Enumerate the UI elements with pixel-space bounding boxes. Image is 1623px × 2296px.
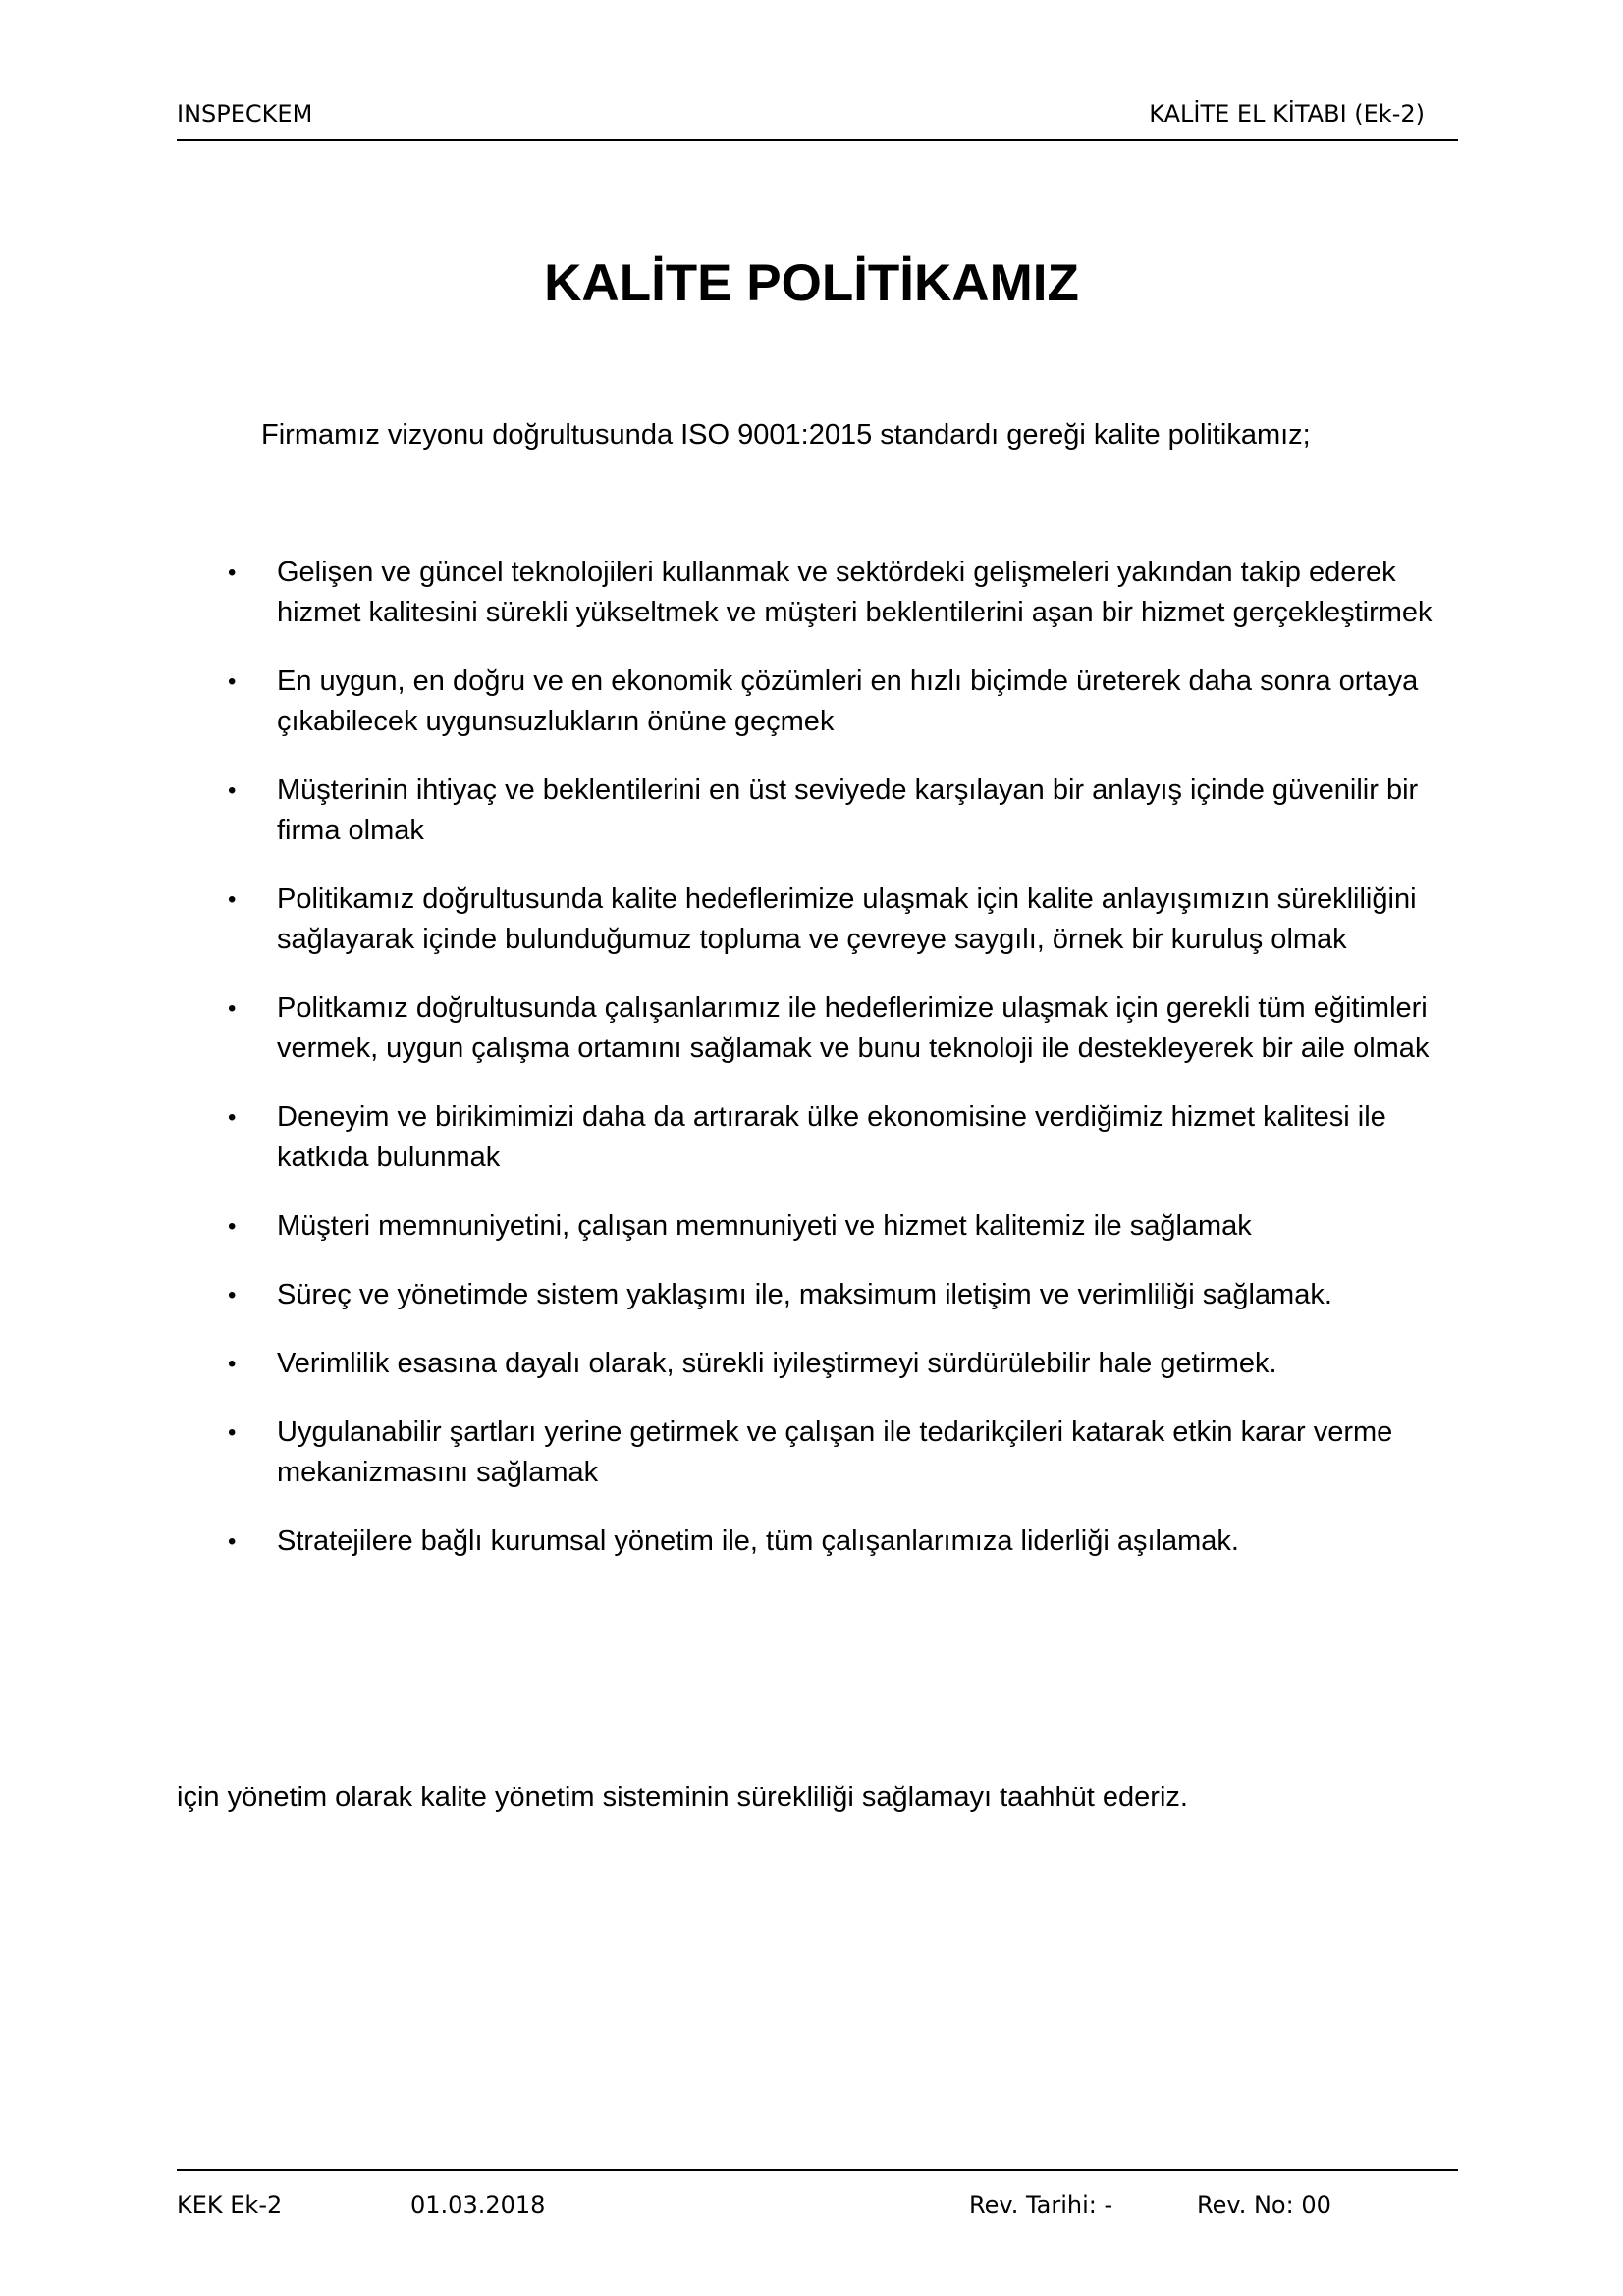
bullet-icon: •: [228, 995, 237, 1022]
footer-document-code: KEK Ek-2: [177, 2191, 283, 2218]
list-item: [226, 1522, 1473, 1562]
footer-date: 01.03.2018: [410, 2191, 546, 2218]
header-company: INSPECKEM: [177, 100, 313, 128]
list-item-text: Deneyim ve birikimimizi daha da artırarak ülke ekonomisine verdiğimiz hizmet kalitesi ile katkıda bulunmak: [277, 1101, 1386, 1173]
footer-revision-number: Rev. No: 00: [1197, 2191, 1331, 2218]
bullet-icon: •: [228, 560, 237, 586]
list-item-text: Uygulanabilir şartları yerine getirmek ve çalışan ile tedarikçileri katarak etkin karar verme mekanizmasını sağlamak: [277, 1416, 1393, 1488]
bullet-icon: •: [228, 668, 237, 695]
list-item: [226, 988, 1473, 1069]
list-item-text: Verimlilik esasına dayalı olarak, sürekli iyileştirmeyi sürdürülebilir hale getirmek.: [277, 1348, 1277, 1379]
page-header: [177, 98, 1458, 141]
list-item: [226, 553, 1473, 633]
list-item: [226, 662, 1473, 742]
bullet-icon: •: [228, 886, 237, 913]
list-item: [226, 1344, 1473, 1384]
list-item-text: Stratejilere bağlı kurumsal yönetim ile, tüm çalışanlarımıza liderliği aşılamak.: [277, 1525, 1239, 1557]
page-title: KALİTE POLİTİKAMIZ: [544, 254, 1079, 312]
header-document-title: KALİTE EL KİTABI (Ek-2): [1149, 100, 1425, 128]
list-item: [226, 771, 1473, 851]
bullet-icon: •: [228, 1104, 237, 1131]
list-item: [226, 1097, 1473, 1178]
list-item: [226, 1275, 1473, 1315]
closing-text: için yönetim olarak kalite yönetim sisteminin sürekliliği sağlamayı taahhüt ederiz.: [177, 1782, 1188, 1813]
list-item-text: Politikamız doğrultusunda kalite hedeflerimize ulaşmak için kalite anlayışımızın sürekliliğini sağlayarak içinde bulunduğumuz topluma ve çevreye saygılı, örnek bir kuruluş olmak: [277, 883, 1417, 955]
bullet-icon: •: [228, 1213, 237, 1240]
list-item-text: Müşterinin ihtiyaç ve beklentilerini en üst seviyede karşılayan bir anlayış içinde güvenilir bir firma olmak: [277, 774, 1419, 846]
footer-revision-date: Rev. Tarihi: -: [969, 2191, 1113, 2218]
bullet-icon: •: [228, 777, 237, 804]
list-item: [226, 1413, 1473, 1493]
list-item-text: Müşteri memnuniyetini, çalışan memnuniyeti ve hizmet kalitemiz ile sağlamak: [277, 1210, 1252, 1242]
bullet-icon: •: [228, 1419, 237, 1446]
page-footer: [177, 2169, 1458, 2220]
bullet-icon: •: [228, 1351, 237, 1377]
bullet-icon: •: [228, 1528, 237, 1555]
intro-text: Firmamız vizyonu doğrultusunda ISO 9001:2015 standardı gereği kalite politikamız;: [261, 419, 1311, 451]
bullet-icon: •: [228, 1282, 237, 1308]
list-item-text: Politkamız doğrultusunda çalışanlarımız ile hedeflerimize ulaşmak için gerekli tüm eğitimleri vermek, uygun çalışma ortamını sağlamak ve bunu teknoloji ile destekleyerek bir aile olmak: [277, 992, 1430, 1064]
list-item: [226, 1206, 1473, 1247]
list-item-text: Gelişen ve güncel teknolojileri kullanmak ve sektördeki gelişmeleri yakından takip ederek hizmet kalitesini sürekli yükseltmek ve müşteri beklentilerini aşan bir hizmet gerçekleştirmek: [277, 557, 1433, 628]
list-item-text: Süreç ve yönetimde sistem yaklaşımı ile, maksimum iletişim ve verimliliği sağlamak.: [277, 1279, 1332, 1310]
list-item: [226, 880, 1473, 960]
list-item-text: En uygun, en doğru ve en ekonomik çözümleri en hızlı biçimde üreterek daha sonra ortaya çıkabilecek uygunsuzlukların önüne geçmek: [277, 666, 1419, 737]
policy-list: [226, 553, 1473, 1590]
